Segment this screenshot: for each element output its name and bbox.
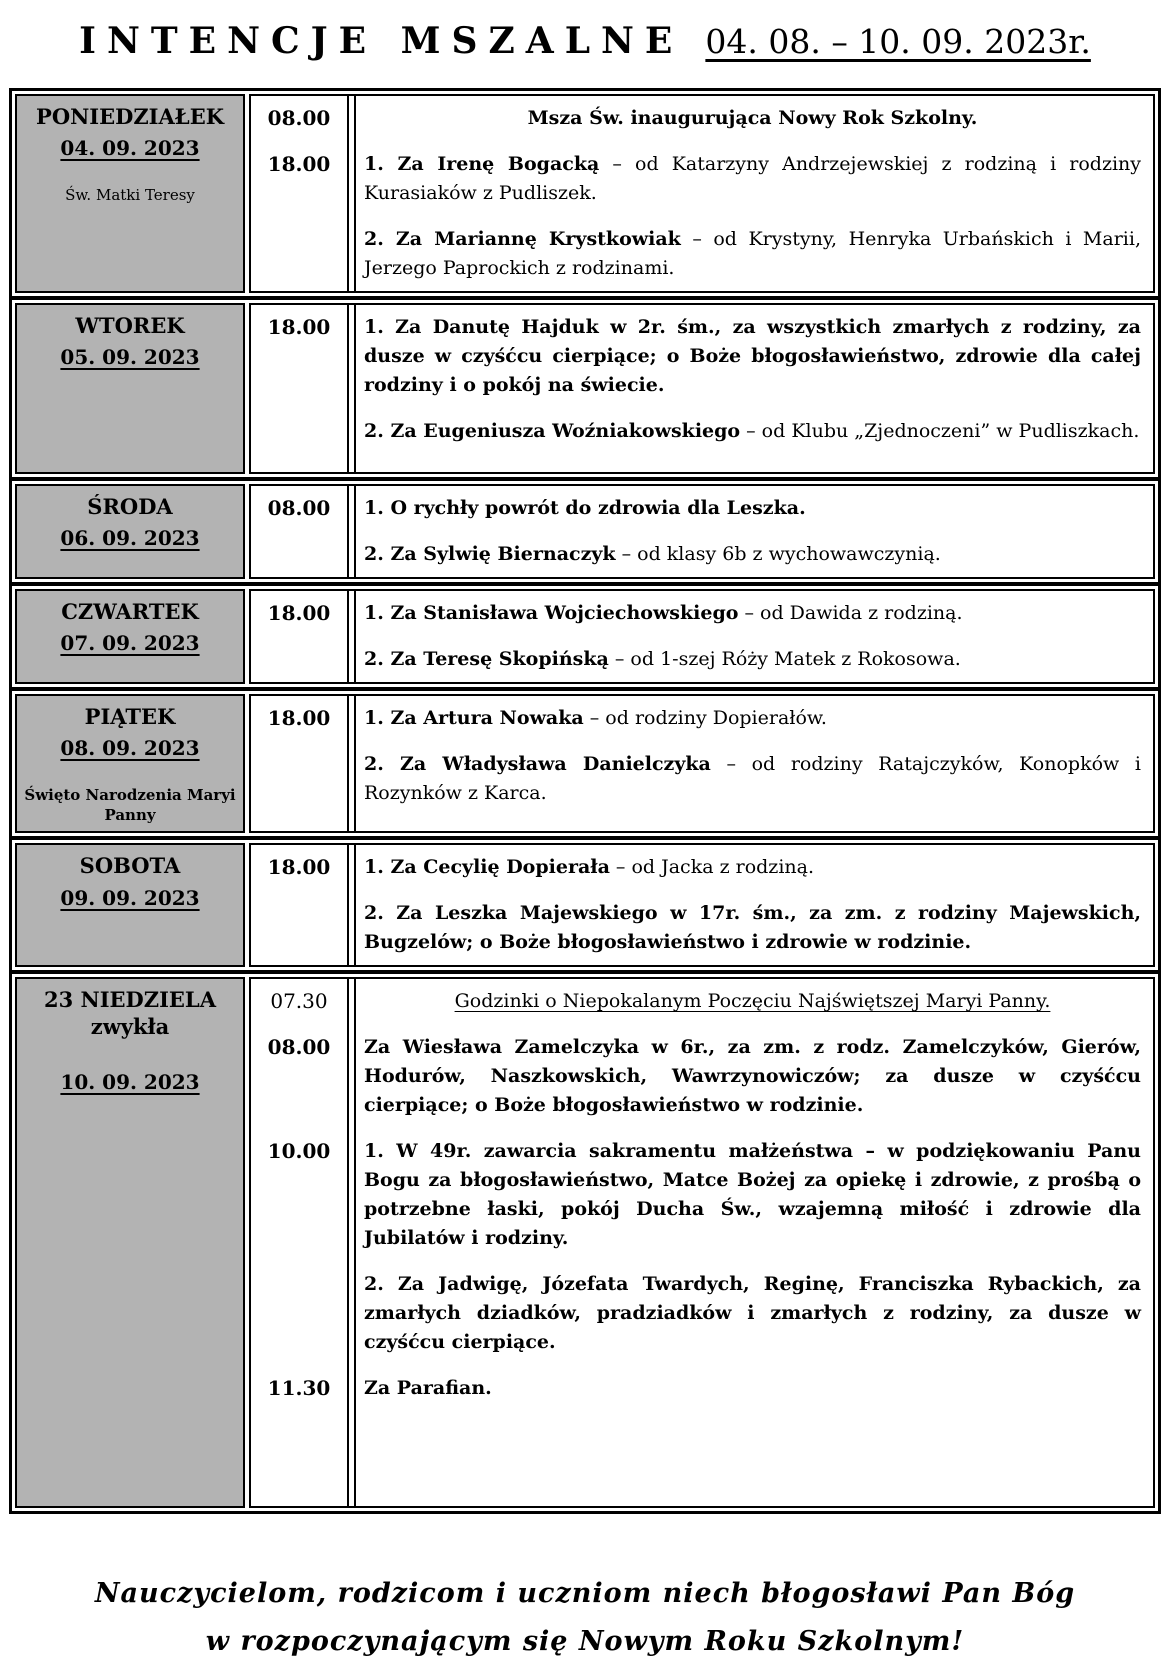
time-content-grid [251,696,1153,816]
day-date: 07. 09. 2023 [60,631,200,656]
mass-time: 18.00 [267,152,331,176]
intention-paragraph [364,494,1141,523]
day-date: 05. 09. 2023 [60,345,200,370]
mass-intentions [347,987,1141,1016]
mass-time: 18.00 [267,601,331,625]
intention-lead: 2. Za Teresę Skopińską [364,648,609,670]
row-body [249,694,1155,833]
mass-time: 18.00 [267,315,331,339]
intention-paragraph [364,599,1141,628]
day-cell [15,303,245,474]
column-divider [354,696,356,831]
day-date: 04. 09. 2023 [60,136,200,161]
intention-lead: 1. W 49r. zawarcia sakramentu małżeństwa – w podziękowaniu Panu Bogu za błogosławieństwo, Matce Bożej za opiekę i zdrowie, z prośbą o potrzebne łaski, pokój Ducha Św., wzajemną miłość i zdrowie dla Jubilatów i rodziny. [364,1140,1141,1250]
intention-paragraph [364,417,1141,446]
intention-paragraph [364,150,1141,208]
schedule-row [12,840,1158,974]
schedule-row [12,586,1158,691]
day-name-line: PONIEDZIAŁEK [36,104,224,129]
schedule-row [12,691,1158,840]
day-date: 08. 09. 2023 [60,736,200,761]
mass-time: 18.00 [267,855,331,880]
day-name [23,313,237,339]
intention-paragraph [364,313,1141,400]
column-divider [347,486,349,577]
intention-lead: 1. O rychły powrót do zdrowia dla Leszka. [364,497,806,519]
time-content-grid [251,96,1153,291]
mass-intentions [347,599,1141,674]
day-note: Święto Narodzenia Maryi Panny [24,786,236,824]
intention-lead: 1. Za Danutę Hajduk w 2r. śm., za wszystkich zmarłych z rodziny, za dusze w czyśćcu cierpiące; o Boże błogosławieństwo, zdrowie dla całej rodziny i o pokój na świecie. [364,316,1141,396]
mass-time: 08.00 [267,106,331,130]
day-name-line: 23 NIEDZIELA [44,987,216,1013]
intention-paragraph [364,540,1141,569]
day-name [23,599,237,625]
intention-paragraph [364,1270,1141,1357]
row-body [249,589,1155,684]
time-content-grid [251,591,1153,682]
schedule-row [12,481,1158,586]
mass-intentions [347,1374,1141,1403]
intention-lead: 2. Za Władysława Danielczyka [364,753,711,775]
row-body [249,977,1155,1508]
time-content-grid [251,979,1153,1411]
day-name-line: SOBOTA [79,853,181,879]
day-name-line: WTOREK [75,313,185,338]
intention-text: – od rodziny Dopierałów. [583,707,827,729]
mass-intentions [347,150,1141,283]
intention-text: – od Katarzyny Andrzejewskiej z rodziną i rodziny Kurasiaków z Pudliszek. [364,153,1141,204]
intention-text: – od Krystyny, Henryka Urbańskich i Marii, Jerzego Paprockich z rodzinami. [364,228,1141,279]
intention-lead: 1. Za Stanisława Wojciechowskiego [364,602,739,624]
day-date: 09. 09. 2023 [60,885,200,910]
column-divider [354,979,356,1506]
schedule-row [12,91,1158,300]
mass-time: 10.00 [267,1139,331,1164]
column-divider [354,486,356,577]
intention-paragraph [364,104,1141,133]
intention-paragraph [364,704,1141,733]
intention-paragraph [364,1033,1141,1120]
day-date: 10. 09. 2023 [60,1069,200,1094]
intention-lead: Msza Św. inaugurująca Nowy Rok Szkolny. [527,107,978,129]
intention-paragraph [364,645,1141,674]
day-name-line: zwykła [90,1013,170,1039]
mass-time: 18.00 [267,706,331,730]
mass-intentions [347,704,1141,808]
day-cell [15,977,245,1508]
row-body [249,303,1155,474]
intention-text: – od Klubu „Zjednoczeni” w Pudliszkach. [740,420,1140,442]
intention-lead: 2. Za Sylwię Biernaczyk [364,543,616,565]
time-content-grid [251,486,1153,577]
day-name-line: ŚRODA [87,494,173,519]
row-body [249,94,1155,293]
mass-time: 08.00 [267,1035,331,1060]
footer-blessing [0,1570,1170,1665]
intention-text: Godzinki o Niepokalanym Poczęciu Najświętszej Maryi Panny. [454,990,1051,1013]
day-cell [15,484,245,579]
day-note: Św. Matki Teresy [65,186,195,205]
intention-text: – od rodziny Ratajczyków, Konopków i Rozynków z Karca. [364,753,1141,804]
intention-paragraph [364,1137,1141,1253]
intention-lead: 1. Za Artura Nowaka [364,707,584,729]
column-divider [354,845,356,965]
intention-lead: 2. Za Mariannę Krystkowiak [364,228,681,250]
schedule-row [12,974,1158,1511]
intention-paragraph [364,1374,1141,1403]
column-divider [354,591,356,682]
day-name [23,853,237,879]
column-divider [347,96,349,291]
intention-lead: Za Parafian. [364,1377,492,1400]
day-name [23,987,237,1040]
intention-paragraph [364,750,1141,808]
time-content-grid [251,845,1153,965]
column-divider [347,591,349,682]
mass-time: 11.30 [267,1376,331,1401]
footer-line-1: Nauczycielom, rodzicom i uczniom niech błogosławi Pan Bóg [94,1578,1076,1610]
column-divider [354,96,356,291]
intention-paragraph [364,899,1141,957]
mass-time: 08.00 [267,496,331,520]
mass-time: 07.30 [270,989,328,1014]
day-cell [15,843,245,967]
footer-line-2: w rozpoczynającym się Nowym Roku Szkolnym! [205,1625,965,1657]
mass-intentions [347,313,1141,446]
intention-lead: 1. Za Irenę Bogacką [364,153,600,175]
mass-intentions [347,104,1141,133]
intention-text: – od Dawida z rodziną. [738,602,963,624]
day-cell [15,94,245,293]
intention-paragraph [364,225,1141,283]
intention-paragraph [364,987,1141,1016]
row-body [249,484,1155,579]
page-title [0,20,1170,62]
day-name [23,704,237,730]
column-divider [347,845,349,965]
day-name [23,104,237,130]
column-divider [347,696,349,831]
mass-intentions [347,1137,1141,1357]
day-name-line: PIĄTEK [84,704,176,729]
intention-lead: 1. Za Cecylię Dopierała [364,856,610,879]
day-name [23,494,237,520]
title-main: INTENCJE MSZALNE [79,20,684,62]
intention-text: – od 1-szej Róży Matek z Rokosowa. [608,648,961,670]
intention-lead: 2. Za Leszka Majewskiego w 17r. śm., za zm. z rodziny Majewskich, Bugzelów; o Boże błogosławieństwo i zdrowie w rodzinie. [364,902,1141,954]
schedule-row [12,300,1158,481]
column-divider [354,305,356,472]
row-body [249,843,1155,967]
mass-intentions [347,1033,1141,1120]
day-cell [15,589,245,684]
intention-lead: 2. Za Jadwigę, Józefata Twardych, Reginę, Franciszka Rybackich, za zmarłych dziadków, pradziadków i zmarłych z rodziny, za dusze w czyśćcu cierpiące. [364,1273,1141,1354]
mass-intentions [347,494,1141,569]
schedule-table [9,88,1161,1514]
intention-text: – od klasy 6b z wychowawczynią. [615,543,941,565]
day-name-line: CZWARTEK [61,599,199,624]
intention-lead: Za Wiesława Zamelczyka w 6r., za zm. z rodz. Zamelczyków, Gierów, Hodurów, Naszkowskich, Wawrzynowiczów; za dusze w czyśćcu cierpiące; o Boże błogosławieństwo w rodzinie. [364,1036,1141,1117]
day-date: 06. 09. 2023 [60,526,200,551]
intention-text: – od Jacka z rodziną. [609,856,815,879]
intention-lead: 2. Za Eugeniusza Woźniakowskiego [364,420,741,442]
column-divider [347,305,349,472]
intention-paragraph [364,853,1141,882]
mass-intentions [347,853,1141,957]
column-divider [347,979,349,1506]
day-cell [15,694,245,833]
title-date-range: 04. 08. – 10. 09. 2023r. [705,22,1091,61]
time-content-grid [251,305,1153,454]
